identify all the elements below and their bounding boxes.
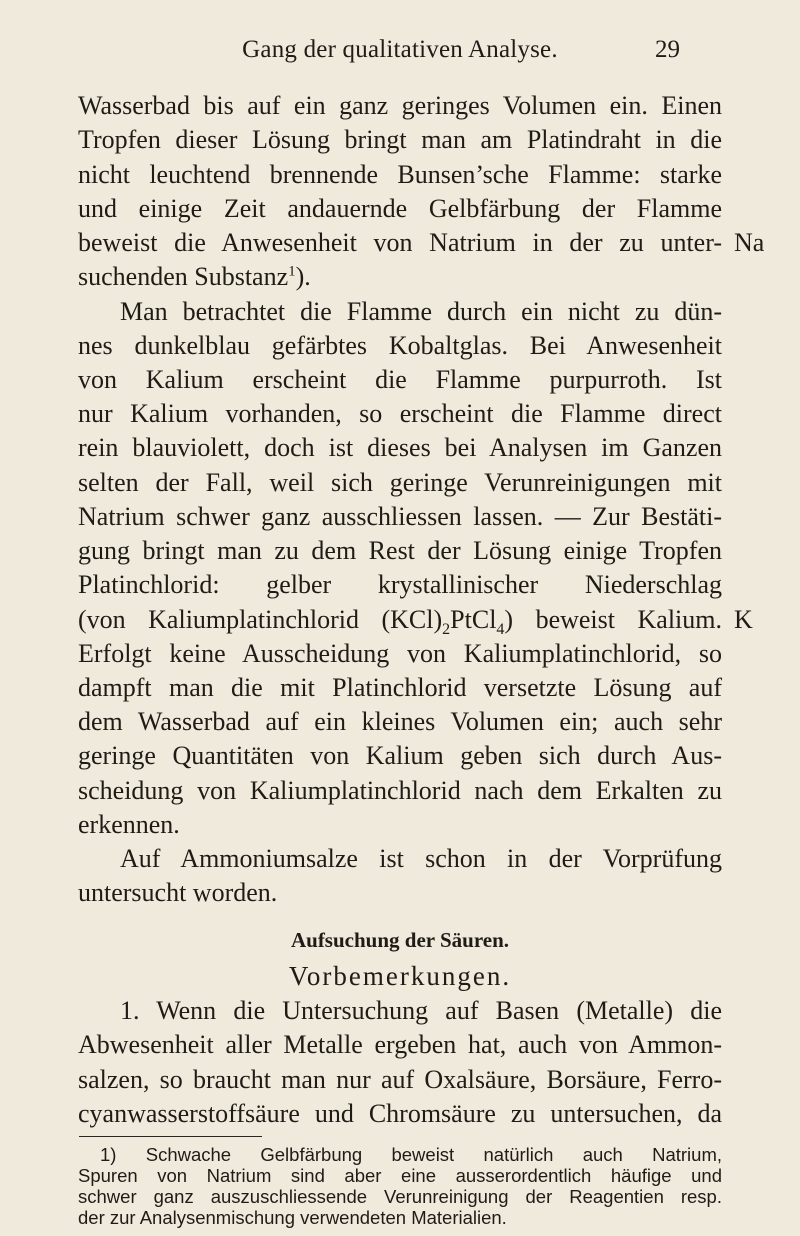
running-header: Gang der qualitativen Analyse. bbox=[242, 36, 558, 63]
text-line-4: und einige Zeit andauernde Gelbfärbung der Flamme bbox=[78, 194, 722, 223]
text-line-12: selten der Fall, weil sich geringe Verunreinigungen mit bbox=[78, 468, 722, 497]
text-line-21: scheidung von Kaliumplatinchlorid nach dem Erkalten zu bbox=[78, 776, 722, 805]
footnote-line-1: 1) Schwache Gelbfärbung beweist natürlich auch Natrium, bbox=[100, 1144, 722, 1165]
footnote-line-3: schwer ganz auszuschliessende Verunreinigung der Reagentien resp. bbox=[78, 1186, 722, 1207]
text-line-6-end: ). bbox=[295, 262, 311, 291]
text-line-20: geringe Quantitäten von Kalium geben sich durch Aus- bbox=[78, 741, 722, 770]
text-line-18: dampft man die mit Platinchlorid versetzte Lösung auf bbox=[78, 673, 722, 702]
margin-note-na: Na bbox=[734, 228, 765, 257]
text-line-10: nur Kalium vorhanden, so erscheint die Flamme direct bbox=[78, 399, 722, 428]
footnote-divider bbox=[79, 1136, 262, 1137]
margin-note-k: K bbox=[734, 605, 753, 634]
subscript-2: 2 bbox=[442, 621, 451, 639]
text-line-13: Natrium schwer ganz ausschliessen lassen. — Zur Bestäti- bbox=[78, 502, 722, 531]
text-line-6-main: suchenden Substanz bbox=[78, 262, 289, 291]
text-line-16-b: PtCl bbox=[450, 605, 497, 634]
section-heading: Aufsuchung der Säuren. bbox=[290, 928, 510, 952]
section-line-2: Abwesenheit aller Metalle ergeben hat, auch von Ammon- bbox=[78, 1030, 722, 1059]
text-line-16 bbox=[78, 605, 722, 639]
text-line-22: erkennen. bbox=[78, 810, 180, 839]
text-line-24: untersucht worden. bbox=[78, 878, 278, 907]
text-line-19: dem Wasserbad auf ein kleines Volumen ein; auch sehr bbox=[78, 707, 722, 736]
subscript-4: 4 bbox=[496, 621, 505, 639]
text-line-16-a: (von Kaliumplatinchlorid (KCl) bbox=[78, 605, 443, 634]
text-line-2: Tropfen dieser Lösung bringt man am Platindraht in die bbox=[78, 125, 722, 154]
text-line-6 bbox=[78, 262, 722, 292]
text-line-7: Man betrachtet die Flamme durch ein nicht zu dün- bbox=[120, 297, 722, 326]
text-line-16-c: ) beweist Kalium. bbox=[504, 605, 722, 634]
section-line-4: cyanwasserstoffsäure und Chromsäure zu untersuchen, da bbox=[78, 1099, 722, 1128]
text-line-9: von Kalium erscheint die Flamme purpurroth. Ist bbox=[78, 365, 722, 394]
footnote-line-4: der zur Analysenmischung verwendeten Materialien. bbox=[78, 1207, 507, 1228]
section-line-1: 1. Wenn die Untersuchung auf Basen (Metalle) die bbox=[120, 996, 722, 1025]
text-line-23: Auf Ammoniumsalze ist schon in der Vorprüfung bbox=[120, 844, 722, 873]
footnote-line-2: Spuren von Natrium sind aber eine ausserordentlich häufige und bbox=[78, 1165, 722, 1186]
text-line-15: Platinchlorid: gelber krystallinischer Niederschlag bbox=[78, 570, 722, 599]
text-line-11: rein blauviolett, doch ist dieses bei Analysen im Ganzen bbox=[78, 433, 722, 462]
section-subheading: Vorbemerkungen. bbox=[288, 961, 512, 991]
text-line-17: Erfolgt keine Ausscheidung von Kaliumplatinchlorid, so bbox=[78, 639, 722, 668]
text-line-1: Wasserbad bis auf ein ganz geringes Volumen ein. Einen bbox=[78, 91, 722, 120]
footnote-marker: 1 bbox=[288, 263, 296, 280]
text-line-3: nicht leuchtend brennende Bunsen’sche Flamme: starke bbox=[78, 160, 722, 189]
text-line-14: gung bringt man zu dem Rest der Lösung einige Tropfen bbox=[78, 536, 722, 565]
text-line-5: beweist die Anwesenheit von Natrium in der zu unter- bbox=[78, 228, 722, 257]
page-number: 29 bbox=[655, 36, 680, 63]
section-line-3: salzen, so braucht man nur auf Oxalsäure, Borsäure, Ferro- bbox=[78, 1065, 722, 1094]
text-line-8: nes dunkelblau gefärbtes Kobaltglas. Bei Anwesenheit bbox=[78, 331, 722, 360]
